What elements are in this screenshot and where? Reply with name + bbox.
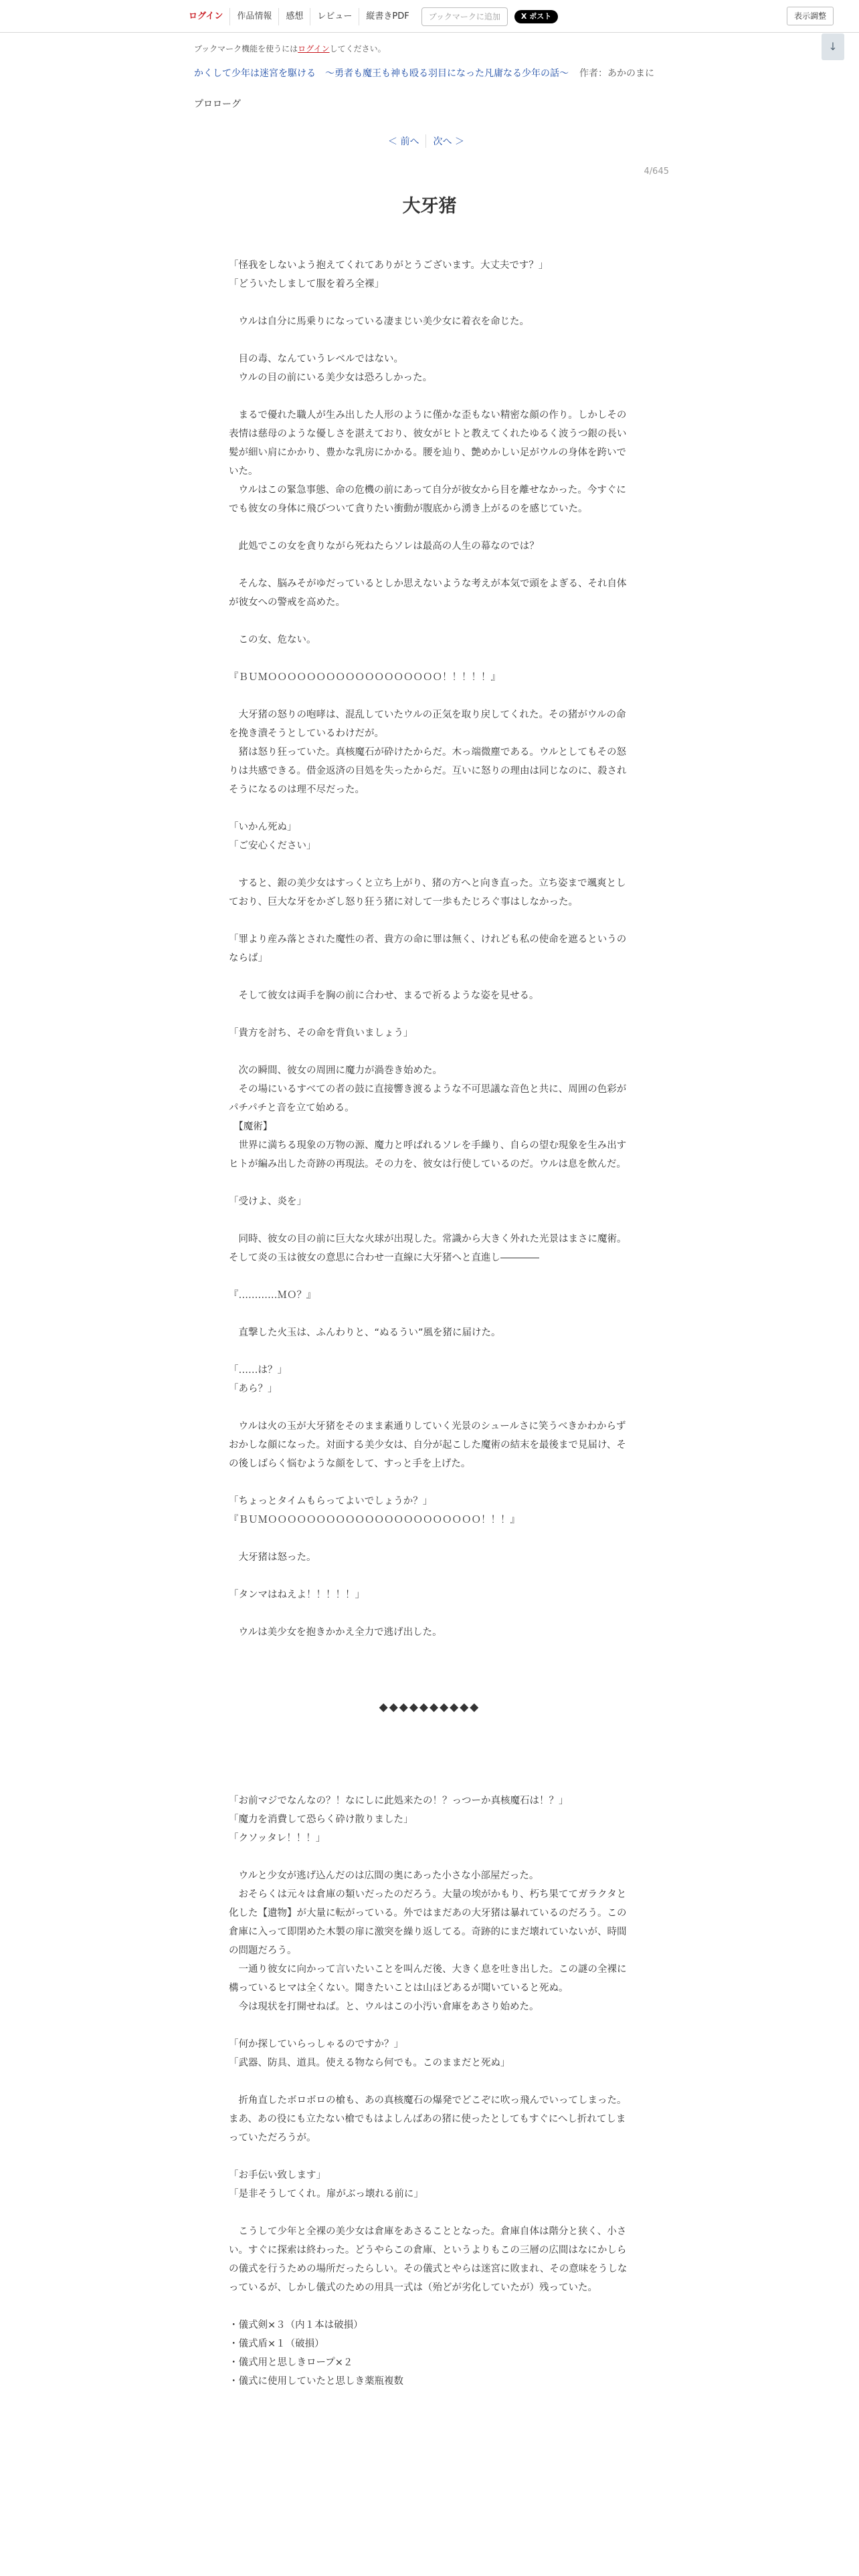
add-bookmark-button[interactable]: ブックマークに追加 <box>421 7 508 26</box>
episode-title: 大牙猪 <box>402 196 457 217</box>
blank-line <box>229 1848 630 1866</box>
blank-line <box>229 1604 630 1623</box>
blank-line <box>229 649 630 668</box>
blank-line <box>229 1174 630 1192</box>
chapter-label: プロローグ <box>194 99 241 110</box>
vertical-pdf-link[interactable]: 縦書きPDF <box>359 8 415 25</box>
body-paragraph: 「魔力を消費して恐らく砕け散りました」 <box>229 1814 413 1825</box>
blank-line <box>229 1267 630 1286</box>
body-paragraph: ・儀式用と思しきロープ×２ <box>229 2357 353 2368</box>
notice-text-after: してください。 <box>329 44 386 53</box>
series-title-link[interactable]: かくして少年は迷宮を駆ける 〜勇者も魔王も神も殴る羽目になった凡庸なる少年の話〜 <box>194 68 569 79</box>
body-paragraph: 「武器、防具、道具。使える物なら何でも。このままだと死ぬ」 <box>229 2058 510 2068</box>
impressions-link[interactable]: 感想 <box>278 8 310 25</box>
author-name: 作者：あかのまに <box>579 68 654 79</box>
body-paragraph: 「是非そうしてくれ。扉がぶっ壊れる前に」 <box>229 2189 423 2199</box>
prev-episode-link[interactable]: ＜ 前へ <box>388 136 419 147</box>
body-paragraph: 「受けよ、炎を」 <box>229 1196 306 1207</box>
body-paragraph: 今は現状を打開せねば。と、ウルはこの小汚い倉庫をあさり始めた。 <box>229 2002 539 2012</box>
blank-line <box>229 968 630 986</box>
body-paragraph: 「どういたしまして服を着ろ全裸」 <box>229 279 384 290</box>
blank-line <box>229 1567 630 1586</box>
body-paragraph: その場にいるすべての者の鼓に直接響き渡るような不可思議な音色と共に、周囲の色彩がパチパチと音を立て始める。 <box>229 1084 627 1113</box>
blank-line <box>229 1717 630 1735</box>
body-paragraph: 「何か探していらっしゃるのですか？」 <box>229 2039 403 2050</box>
body-paragraph: 同時、彼女の目の前に巨大な火球が出現した。常識から大きく外れた光景はまさに魔術。そして炎の玉は彼女の意思に合わせ一直線に大牙猪へと直進し―――― <box>229 1234 627 1263</box>
body-paragraph: おそらくは元々は倉庫の類いだったのだろう。大量の埃がかもり、朽ち果ててガラクタと化した【遺物】が大量に転がっている。外ではまだあの大牙猪は暴れているのだろう。この倉庫に入って即閉めた木製の扉に激突を繰り返してる。奇跡的にまだ壊れていないが、時間の問題だろう。 <box>229 1889 627 1956</box>
blank-line <box>229 799 630 818</box>
blank-line <box>229 1211 630 1230</box>
bookmark-login-notice <box>194 43 386 54</box>
body-paragraph: この女、危ない。 <box>229 635 316 645</box>
next-episode-link[interactable]: 次へ ＞ <box>425 134 470 148</box>
page-count: 4/645 <box>644 167 669 177</box>
body-paragraph: ウルの目の前にいる美少女は恐ろしかった。 <box>229 372 433 383</box>
scene-separator: ◆◆◆◆◆◆◆◆◆◆ <box>379 1701 480 1714</box>
body-paragraph: 「いかん死ぬ」 <box>229 822 297 833</box>
x-post-button[interactable]: X ポスト <box>514 10 558 23</box>
blank-line <box>229 2016 630 2035</box>
blank-line <box>229 1529 630 1548</box>
blank-line <box>229 2204 630 2222</box>
blank-line <box>229 331 630 350</box>
blank-line <box>229 1679 630 1698</box>
body-paragraph: 世界に満ちる現象の万物の源、魔力と呼ばれるソレを手繰り、自らの望む現象を生み出すヒトが編み出した奇跡の再現法。その力を、彼女は行使しているのだ。ウルは息を飲んだ。 <box>229 1140 627 1170</box>
body-paragraph: 『ＢＵＭＯＯＯＯＯＯＯＯＯＯＯＯＯＯＯＯＯＯＯＯＯＯ！！！』 <box>229 1515 520 1525</box>
body-paragraph: そんな、脳みそがゆだっているとしか思えないような考えが本気で頭をよぎる、それ自体が彼女への警戒を高めた。 <box>229 578 627 608</box>
blank-line <box>229 1473 630 1492</box>
body-paragraph: 目の毒、なんていうレベルではない。 <box>229 354 403 364</box>
blank-line <box>229 387 630 406</box>
blank-line <box>229 1005 630 1024</box>
body-paragraph: 「怪我をしないよう抱えてくれてありがとうございます。大丈夫です？」 <box>229 260 549 271</box>
body-paragraph: 大牙猪は怒った。 <box>229 1552 316 1563</box>
notice-login-link[interactable]: ログイン <box>298 44 330 53</box>
body-paragraph: ウルと少女が逃げ込んだのは広間の奥にあった小さな小部屋だった。 <box>229 1870 539 1881</box>
body-paragraph: 「タンマはねえよ！！！！！」 <box>229 1590 365 1600</box>
series-info <box>194 66 662 82</box>
blank-line <box>229 687 630 706</box>
blank-line <box>229 518 630 537</box>
blank-line <box>229 1398 630 1417</box>
blank-line <box>229 1735 630 1754</box>
blank-line <box>229 2072 630 2091</box>
blank-line <box>229 612 630 631</box>
body-paragraph: 『…………ＭＯ？』 <box>229 1290 316 1301</box>
blank-line <box>229 2147 630 2166</box>
blank-line <box>229 1043 630 1061</box>
body-paragraph: ウルは火の玉が大牙猪をそのまま素通りしていく光景のシュールさに笑うべきかわからずおかしな顔になった。対面する美少女は、自分が起こした魔術の結末を最後まで見届け、その後しばらく悩むような顔をして、すっと手を上げた。 <box>229 1421 626 1469</box>
blank-line <box>229 1660 630 1679</box>
body-paragraph: 「あら？」 <box>229 1384 278 1394</box>
review-link[interactable]: レビュー <box>310 8 359 25</box>
body-paragraph: こうして少年と全裸の美少女は倉庫をあさることとなった。倉庫自体は階分と狭く、小さい。すぐに探索は終わった。どうやらこの倉庫、というよりもこの三層の広間はなにかしらの儀式を行うための場所だったらしい。その儀式とやらは迷宮に敗まれ、その意味をうしなっているが、しかし儀式のための用具一式は（殆どが劣化していたが）残っていた。 <box>229 2226 628 2293</box>
blank-line <box>229 1342 630 1361</box>
arrow-down-icon[interactable]: ↓ <box>822 33 844 60</box>
top-navigation-bar <box>0 0 859 33</box>
body-paragraph: ウルは美少女を抱きかかえ全力で逃げ出した。 <box>229 1627 442 1638</box>
blank-line <box>229 556 630 574</box>
header-nav <box>182 8 558 25</box>
blank-line <box>229 294 630 312</box>
body-paragraph: 一通り彼女に向かって言いたいことを叫んだ後、大きく息を吐き出した。この謎の全裸に構っているヒマは全くない。聞きたいことは山ほどあるが聞いていると死ぬ。 <box>229 1964 627 1994</box>
body-paragraph: ・儀式に使用していたと思しき薬瓶複数 <box>229 2376 403 2387</box>
blank-line <box>229 1642 630 1660</box>
body-paragraph: すると、銀の美少女はすっくと立ち上がり、猪の方へと向き直った。立ち姿まで颯爽としており、巨大な牙をかざし怒り狂う猪に対して一歩もたじろぐ事はしなかった。 <box>229 878 626 907</box>
blank-line <box>229 2297 630 2316</box>
body-paragraph: 「ちょっとタイムもらってよいでしょうか？」 <box>229 1496 433 1507</box>
body-paragraph: 次の瞬間、彼女の周囲に魔力が渦巻き始めた。 <box>229 1065 442 1076</box>
body-paragraph: まるで優れた職人が生み出した人形のように僅かな歪もない精密な顔の作り。しかしその表情は慈母のような優しさを湛えており、彼女がヒトと教えてくれたゆるく波うつ銀の長い髪が細い肩にかかり、豊かな乳房にかかる。腰を辿り、艶めかしい足がウルの身体を跨いでいた。 <box>229 410 627 477</box>
blank-line <box>229 1305 630 1323</box>
body-paragraph: 大牙猪の怒りの咆哮は、混乱していたウルの正気を取り戻してくれた。その猪がウルの命を挽き潰そうとしているわけだが。 <box>229 710 626 739</box>
body-paragraph: 「罪より産み落とされた魔性の者、貴方の命に罪は無く、けれども私の使命を遮るというのならば」 <box>229 934 627 964</box>
login-link[interactable]: ログイン <box>189 11 223 21</box>
body-paragraph: 折角直したボロボロの槍も、あの真核魔石の爆発でどこぞに吹っ飛んでいってしまった。まあ、あの役にも立たない槍でもはよしんばあの猪に使ったとしてもすぐにへし折れてしまっていただろうが。 <box>229 2095 627 2143</box>
body-paragraph: 『ＢＵＭＯＯＯＯＯＯＯＯＯＯＯＯＯＯＯＯＯＯ！！！！！』 <box>229 672 500 683</box>
body-paragraph: 直撃した火玉は、ふんわりと、“ぬるうい”風を猪に届けた。 <box>229 1327 501 1338</box>
body-paragraph: ・儀式剣×３（内１本は破損） <box>229 2320 363 2331</box>
body-paragraph: 「クソッタレ！！！」 <box>229 1833 326 1844</box>
blank-line <box>229 911 630 930</box>
blank-line <box>229 1773 630 1792</box>
body-paragraph: ウルはこの緊急事態、命の危機の前にあって自分が彼女から目を離せなかった。今すぐにでも彼女の身体に飛びついて貪りたい衝動が腹底から湧き上がるのを感じていた。 <box>229 485 626 514</box>
body-paragraph: ウルは自分に馬乗りになっている凄まじい美少女に着衣を命じた。 <box>229 316 530 327</box>
display-settings-button[interactable]: 表示調整 <box>787 7 834 25</box>
blank-line <box>229 855 630 874</box>
body-paragraph: 「貴方を討ち、その命を背負いましょう」 <box>229 1028 413 1039</box>
notice-text-before: ブックマーク機能を使うには <box>194 44 298 53</box>
episode-body <box>229 256 630 2391</box>
body-paragraph: ・儀式盾×１（破損） <box>229 2339 324 2349</box>
body-paragraph: 「……は？」 <box>229 1365 287 1376</box>
episode-pager <box>381 134 471 148</box>
work-info-link[interactable]: 作品情報 <box>229 8 278 25</box>
body-paragraph: そして彼女は両手を胸の前に合わせ、まるで祈るような姿を見せる。 <box>229 990 539 1001</box>
body-paragraph: 「ご安心ください」 <box>229 841 316 851</box>
body-paragraph: 猪は怒り狂っていた。真核魔石が砕けたからだ。木っ端微塵である。ウルとしてもその怒りは共感できる。借金返済の目処を失ったからだ。互いに怒りの理由は同じなのに、殺されそうになるのは理不尽だった。 <box>229 747 627 795</box>
body-paragraph: 「お手伝い致します」 <box>229 2170 326 2181</box>
body-paragraph: 此処でこの女を貪りながら死ねたらソレは最高の人生の幕なのでは？ <box>229 541 539 552</box>
body-paragraph: 【魔術】 <box>229 1121 273 1132</box>
blank-line <box>229 1754 630 1773</box>
body-paragraph: 「お前マジでなんなの？！なにしに此処来たの！？っつーか真核魔石は！？」 <box>229 1796 569 1806</box>
